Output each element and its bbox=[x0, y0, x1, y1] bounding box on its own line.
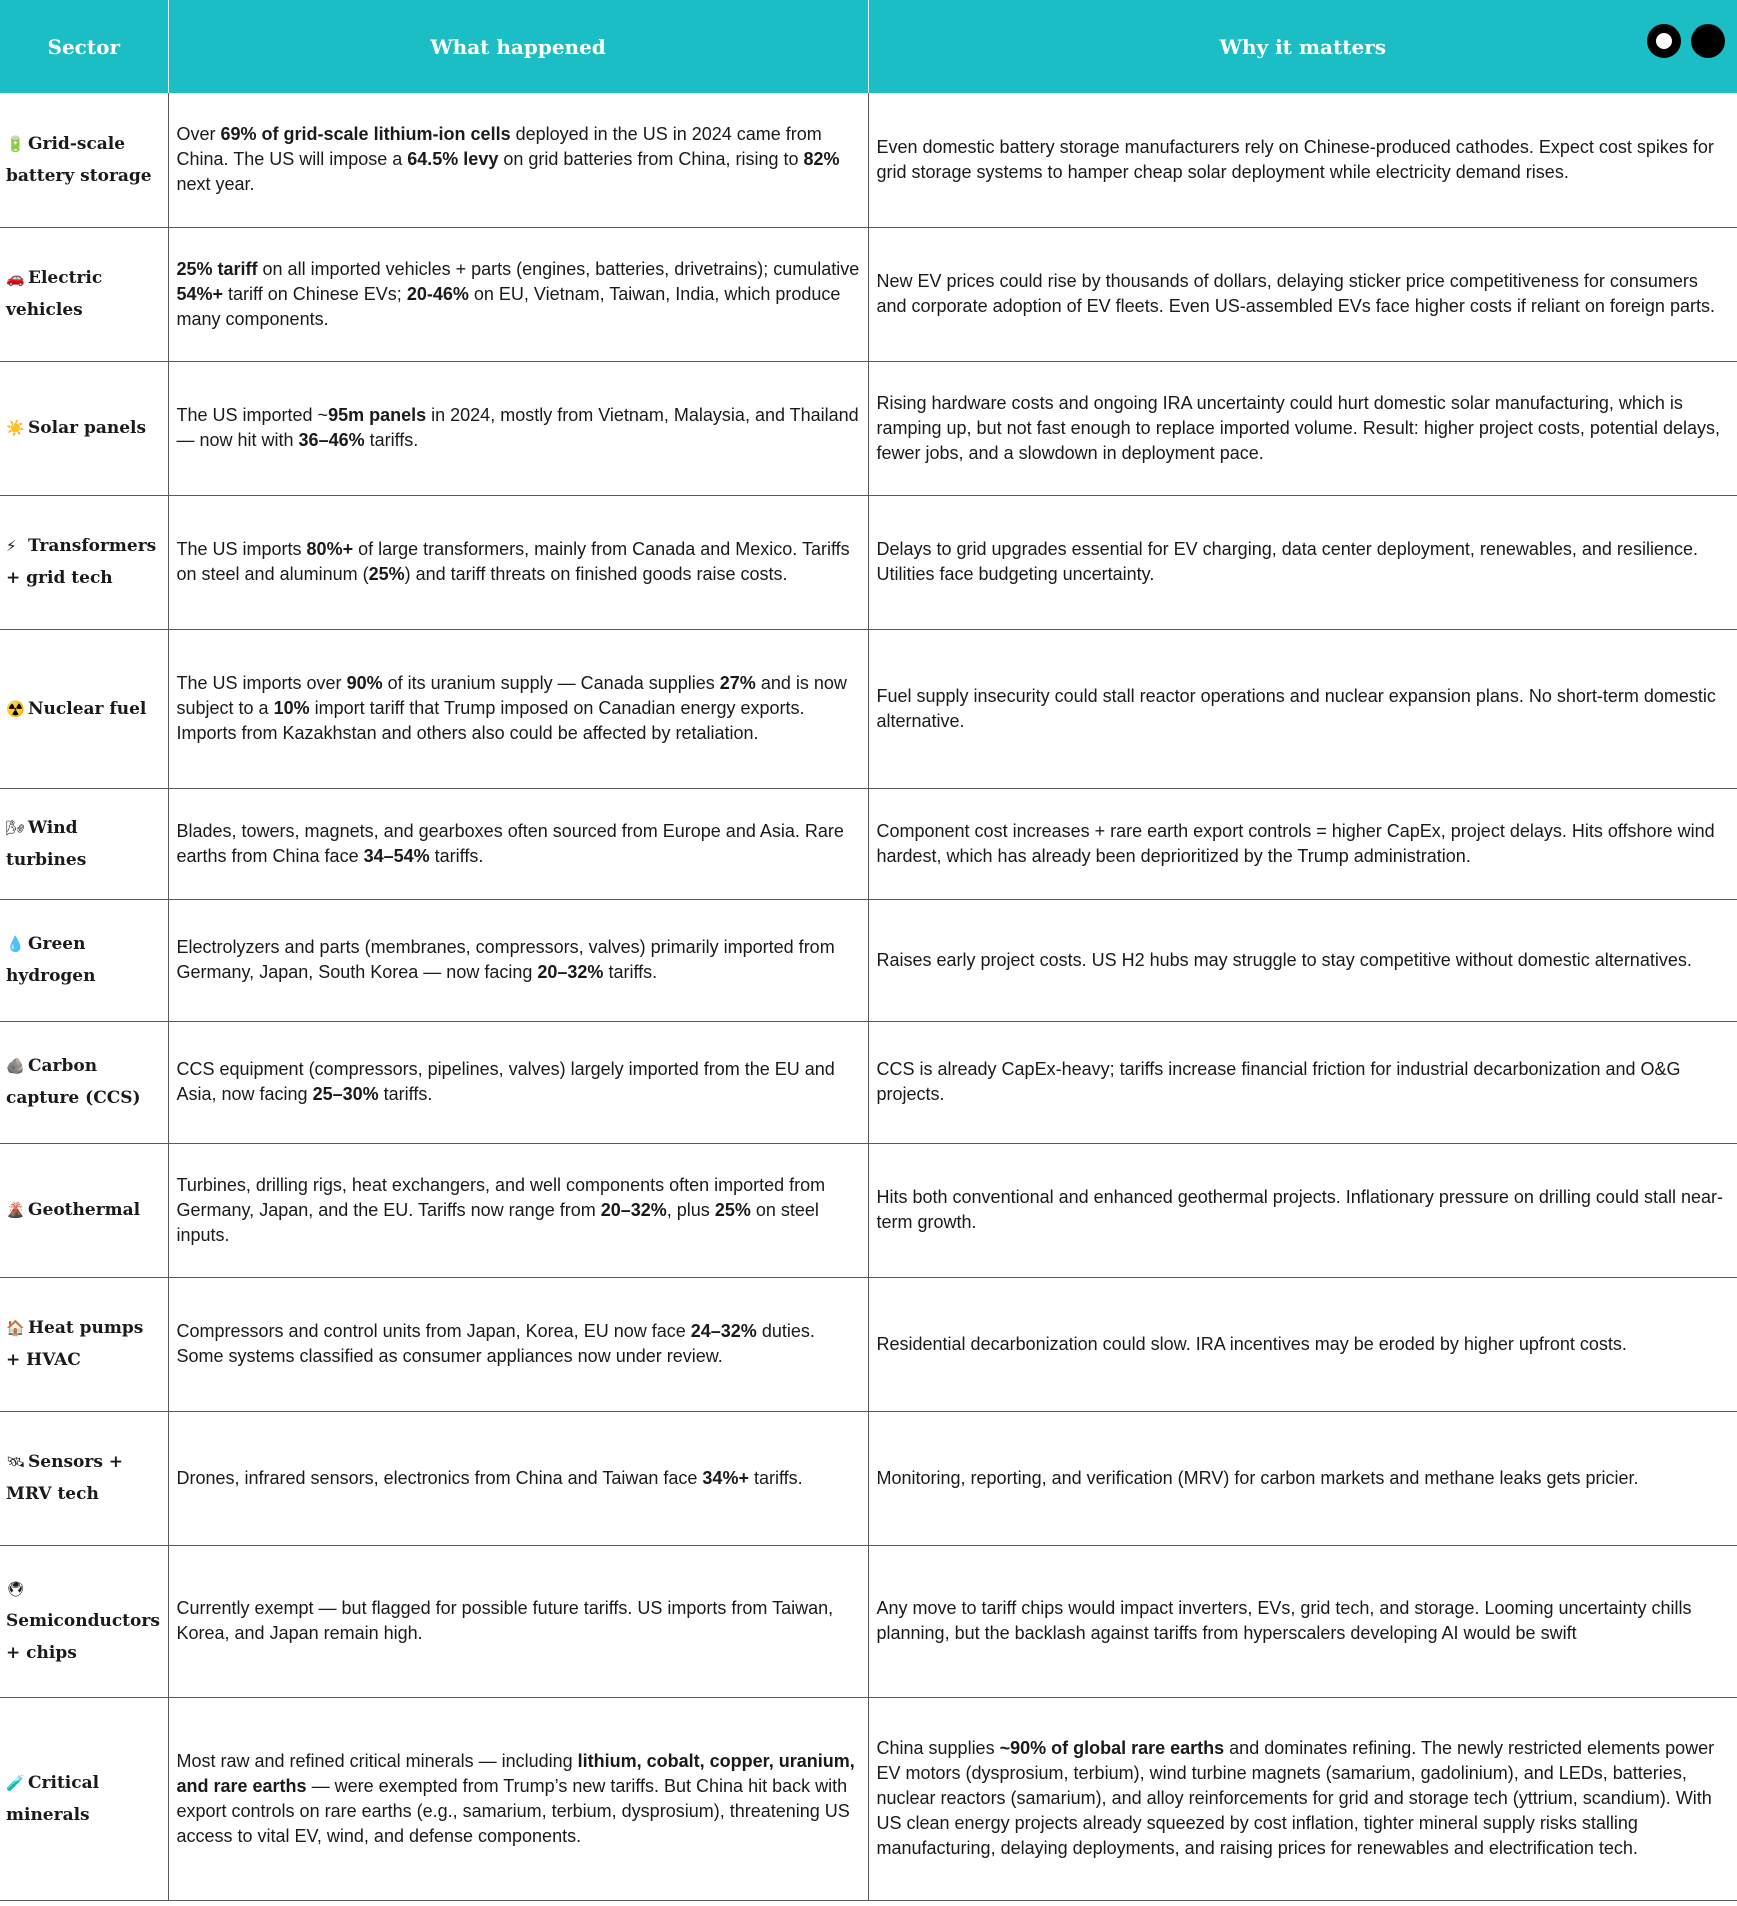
radioactive-icon: ☢️ bbox=[6, 699, 25, 718]
logo-dot bbox=[1691, 24, 1725, 58]
body-text: of large transformers, mainly from Canada and Mexico. Tariffs on steel and aluminum ( bbox=[176, 539, 850, 584]
body-text: and dominates refining. The newly restricted elements power EV motors (dysprosium, terbium), wind turbine magnets (samarium, gadolinium), and LEDs, batteries, nuclear reactors (samarium), and alloy reinforcements for grid and storage tech (yttrium, scandium). With US clean energy projects already squeezed by cost inflation, tighter mineral supply risks stalling manufacturing, delaying deployments, and raising prices for renewables and electrification tech. bbox=[876, 1738, 1715, 1858]
header-what-happened: What happened bbox=[168, 0, 868, 93]
body-text: Rising hardware costs and ongoing IRA uncertainty could hurt domestic solar manufacturing, which is ramping up, but not fast enough to replace imported volume. Result: higher project costs, potential delays, fewer jobs, and a slowdown in deployment pace. bbox=[876, 392, 1720, 463]
what-happened-cell bbox=[168, 1143, 868, 1277]
body-text: next year. bbox=[176, 174, 255, 195]
emphasis-text: 10% bbox=[273, 698, 310, 718]
body-text: Most raw and refined critical minerals — including bbox=[176, 1750, 578, 1771]
sun-icon: ☀️ bbox=[6, 419, 25, 437]
what-happened-cell bbox=[168, 1697, 868, 1900]
body-text: tariffs. bbox=[603, 962, 658, 982]
sector-cell bbox=[0, 1545, 168, 1697]
body-text: China supplies bbox=[876, 1738, 1000, 1758]
table-row bbox=[0, 899, 1737, 1021]
sector-cell bbox=[0, 1411, 168, 1545]
why-it-matters-cell bbox=[868, 788, 1737, 899]
sector-name: Transformers + grid tech bbox=[6, 536, 157, 588]
body-text: import tariff that Trump imposed on Canadian energy exports. Imports from Kazakhstan and others also could be affected by retaliation. bbox=[176, 698, 805, 743]
why-it-matters-cell bbox=[868, 1021, 1737, 1143]
sector-name: Semiconductors + chips bbox=[6, 1611, 160, 1663]
body-text: Delays to grid upgrades essential for EV charging, data center deployment, renewables, and resilience. Utilities face budgeting uncertainty. bbox=[876, 539, 1698, 584]
sector-cell bbox=[0, 1277, 168, 1411]
body-text: CCS equipment (compressors, pipelines, valves) largely imported from the EU and Asia, now facing bbox=[176, 1059, 835, 1104]
sector-name: Solar panels bbox=[28, 418, 147, 438]
what-happened-cell bbox=[168, 361, 868, 495]
table-row bbox=[0, 1411, 1737, 1545]
body-text: Over bbox=[176, 124, 221, 145]
body-text: tariffs. bbox=[364, 430, 419, 450]
why-it-matters-cell bbox=[868, 1545, 1737, 1697]
wind-icon: 🌬 bbox=[6, 818, 26, 837]
sector-name: Heat pumps + HVAC bbox=[6, 1318, 144, 1370]
table-row bbox=[0, 495, 1737, 629]
two-circles-logo-icon bbox=[1647, 24, 1731, 58]
body-text: duties. Some systems classified as consumer appliances now under review. bbox=[176, 1321, 815, 1366]
emphasis-text: 90% bbox=[346, 673, 383, 693]
what-happened-cell bbox=[168, 1277, 868, 1411]
header-why-label: Why it matters bbox=[1219, 34, 1386, 59]
emphasis-text: 25% bbox=[714, 1199, 751, 1220]
table-header-row bbox=[0, 0, 1737, 93]
sector-cell bbox=[0, 1143, 168, 1277]
sector-name: Sensors + MRV tech bbox=[6, 1452, 124, 1504]
body-text: , plus bbox=[666, 1199, 715, 1220]
body-text: Fuel supply insecurity could stall reactor operations and nuclear expansion plans. No short-term domestic alternative. bbox=[876, 685, 1716, 731]
why-it-matters-cell bbox=[868, 361, 1737, 495]
lightning-icon: ⚡ bbox=[6, 537, 17, 555]
body-text: Even domestic battery storage manufacturers rely on Chinese-produced cathodes. Expect cost spikes for grid storage systems to hamper cheap solar deployment while electricity demand rises. bbox=[876, 136, 1714, 182]
sector-name: Wind turbines bbox=[6, 817, 87, 870]
body-text: ) and tariff threats on finished goods raise costs. bbox=[404, 564, 788, 584]
body-text: tariffs. bbox=[378, 1084, 433, 1104]
what-happened-cell bbox=[168, 1411, 868, 1545]
body-text: Currently exempt — but flagged for possible future tariffs. US imports from Taiwan, Korea, and Japan remain high. bbox=[176, 1598, 834, 1643]
sector-cell bbox=[0, 1697, 168, 1900]
body-text: tariffs. bbox=[429, 845, 484, 866]
sector-cell bbox=[0, 629, 168, 788]
body-text: and is now subject to a bbox=[176, 673, 847, 718]
body-text: Component cost increases + rare earth export controls = higher CapEx, project delays. Hits offshore wind hardest, which has already been deprioritized by the Trump administration. bbox=[876, 820, 1715, 866]
emphasis-text: 20–32% bbox=[600, 1199, 667, 1220]
sector-cell bbox=[0, 1021, 168, 1143]
why-it-matters-cell bbox=[868, 629, 1737, 788]
sector-cell bbox=[0, 227, 168, 361]
what-happened-cell bbox=[168, 899, 868, 1021]
what-happened-cell bbox=[168, 1021, 868, 1143]
table-row bbox=[0, 788, 1737, 899]
sector-name: Carbon capture (CCS) bbox=[6, 1056, 141, 1108]
body-text: Monitoring, reporting, and verification (MRV) for carbon markets and methane leaks gets pricier. bbox=[876, 1467, 1639, 1488]
what-happened-cell bbox=[168, 788, 868, 899]
what-happened-cell bbox=[168, 1545, 868, 1697]
rock-icon: 🪨 bbox=[6, 1057, 25, 1075]
body-text: deployed in the US in 2024 came from China. The US will impose a bbox=[176, 124, 822, 170]
emphasis-text: 27% bbox=[719, 673, 756, 693]
emphasis-text: 80%+ bbox=[306, 539, 354, 559]
table-row bbox=[0, 1697, 1737, 1900]
emphasis-text: lithium, cobalt, copper, uranium, and rare earths bbox=[176, 1750, 855, 1796]
why-it-matters-cell bbox=[868, 495, 1737, 629]
emphasis-text: 95m panels bbox=[328, 405, 427, 425]
volcano-icon: 🌋 bbox=[6, 1201, 25, 1219]
emphasis-text: 54%+ bbox=[176, 283, 224, 304]
why-it-matters-cell bbox=[868, 1697, 1737, 1900]
sector-cell bbox=[0, 899, 168, 1021]
body-text: tariff on Chinese EVs; bbox=[223, 283, 407, 304]
sector-name: Critical minerals bbox=[6, 1772, 100, 1825]
sector-cell bbox=[0, 788, 168, 899]
emphasis-text: 36–46% bbox=[298, 430, 365, 450]
sector-name: Green hydrogen bbox=[6, 934, 96, 986]
table-row bbox=[0, 93, 1737, 227]
emphasis-text: 82% bbox=[803, 149, 840, 170]
emphasis-text: 25–30% bbox=[312, 1084, 379, 1104]
emphasis-text: 20-46% bbox=[406, 283, 469, 304]
droplet-icon: 💧 bbox=[6, 935, 25, 953]
body-text: Turbines, drilling rigs, heat exchangers, and well components often imported from Germany, Japan, and the EU. Tariffs now range from bbox=[176, 1174, 826, 1220]
battery-icon: 🔋 bbox=[6, 134, 25, 153]
sector-cell bbox=[0, 93, 168, 227]
why-it-matters-cell bbox=[868, 1411, 1737, 1545]
what-happened-cell bbox=[168, 629, 868, 788]
header-why-it-matters bbox=[868, 0, 1737, 93]
why-it-matters-cell bbox=[868, 93, 1737, 227]
table-row bbox=[0, 1143, 1737, 1277]
what-happened-cell bbox=[168, 93, 868, 227]
body-text: on EU, Vietnam, Taiwan, India, which produce many components. bbox=[176, 283, 841, 329]
emphasis-text: 34%+ bbox=[702, 1467, 749, 1488]
sector-name: Nuclear fuel bbox=[28, 698, 147, 719]
why-it-matters-cell bbox=[868, 1277, 1737, 1411]
table-row bbox=[0, 1021, 1737, 1143]
body-text: Drones, infrared sensors, electronics from China and Taiwan face bbox=[176, 1467, 703, 1488]
emphasis-text: 69% of grid-scale lithium-ion cells bbox=[220, 124, 511, 145]
body-text: of its uranium supply — Canada supplies bbox=[382, 673, 720, 693]
sector-name: Grid-scale battery storage bbox=[6, 133, 152, 186]
body-text: The US imported ~ bbox=[176, 405, 329, 425]
what-happened-cell bbox=[168, 227, 868, 361]
satellite-icon: 🛰 bbox=[6, 1453, 26, 1471]
body-text: in 2024, mostly from Vietnam, Malaysia, and Thailand — now hit with bbox=[176, 405, 859, 450]
table-row bbox=[0, 1277, 1737, 1411]
sector-cell bbox=[0, 495, 168, 629]
sector-name: Electric vehicles bbox=[6, 268, 103, 320]
why-it-matters-cell bbox=[868, 1143, 1737, 1277]
body-text: Hits both conventional and enhanced geothermal projects. Inflationary pressure on drilling could stall near-term growth. bbox=[876, 1187, 1723, 1232]
body-text: New EV prices could rise by thousands of dollars, delaying sticker price competitiveness for consumers and corporate adoption of EV fleets. Even US-assembled EVs face higher costs if reliant on foreign parts. bbox=[876, 271, 1715, 316]
body-text: on grid batteries from China, rising to bbox=[498, 149, 804, 170]
table-row bbox=[0, 1545, 1737, 1697]
logo-ring bbox=[1647, 24, 1681, 58]
body-text: Blades, towers, magnets, and gearboxes often sourced from Europe and Asia. Rare earths from China face bbox=[176, 820, 844, 866]
sector-name: Geothermal bbox=[28, 1200, 141, 1220]
body-text: Electrolyzers and parts (membranes, compressors, valves) primarily imported from Germany, Japan, South Korea — now facing bbox=[176, 937, 835, 982]
body-text: The US imports bbox=[176, 539, 307, 559]
what-happened-cell bbox=[168, 495, 868, 629]
emphasis-text: 20–32% bbox=[537, 962, 604, 982]
body-text: tariffs. bbox=[748, 1467, 803, 1488]
table-row bbox=[0, 629, 1737, 788]
why-it-matters-cell bbox=[868, 899, 1737, 1021]
table-row bbox=[0, 361, 1737, 495]
body-text: Any move to tariff chips would impact inverters, EVs, grid tech, and storage. Looming uncertainty chills planning, but the backlash against tariffs from hyperscalers developing AI would be swift bbox=[876, 1598, 1692, 1643]
body-text: CCS is already CapEx-heavy; tariffs increase financial friction for industrial decarbonization and O&G projects. bbox=[876, 1059, 1681, 1104]
body-text: on steel inputs. bbox=[176, 1199, 819, 1245]
house-icon: 🏠 bbox=[6, 1319, 25, 1337]
chip-icon: 🖲 bbox=[6, 1580, 26, 1598]
emphasis-text: ~90% of global rare earths bbox=[999, 1738, 1225, 1758]
body-text: Raises early project costs. US H2 hubs may struggle to stay competitive without domestic alternatives. bbox=[876, 949, 1692, 970]
table-row bbox=[0, 227, 1737, 361]
why-it-matters-cell bbox=[868, 227, 1737, 361]
header-sector: Sector bbox=[47, 34, 120, 59]
emphasis-text: 64.5% levy bbox=[407, 149, 499, 170]
emphasis-text: 24–32% bbox=[690, 1321, 757, 1341]
emphasis-text: 25% bbox=[368, 564, 405, 584]
body-text: — were exempted from Trump’s new tariffs. But China hit back with export controls on rare earths (e.g., samarium, terbium, dysprosium), threatening US access to vital EV, wind, and defense components. bbox=[176, 1775, 850, 1846]
car-icon: 🚗 bbox=[6, 269, 25, 287]
body-text: Residential decarbonization could slow. IRA incentives may be eroded by higher upfront costs. bbox=[876, 1333, 1627, 1354]
emphasis-text: 34–54% bbox=[363, 845, 430, 866]
sector-cell bbox=[0, 361, 168, 495]
body-text: on all imported vehicles + parts (engines, batteries, drivetrains); cumulative bbox=[257, 258, 860, 279]
body-text: The US imports over bbox=[176, 673, 347, 693]
test-tube-icon: 🧪 bbox=[6, 1773, 25, 1792]
emphasis-text: 25% tariff bbox=[176, 258, 258, 279]
body-text: Compressors and control units from Japan, Korea, EU now face bbox=[176, 1321, 691, 1341]
